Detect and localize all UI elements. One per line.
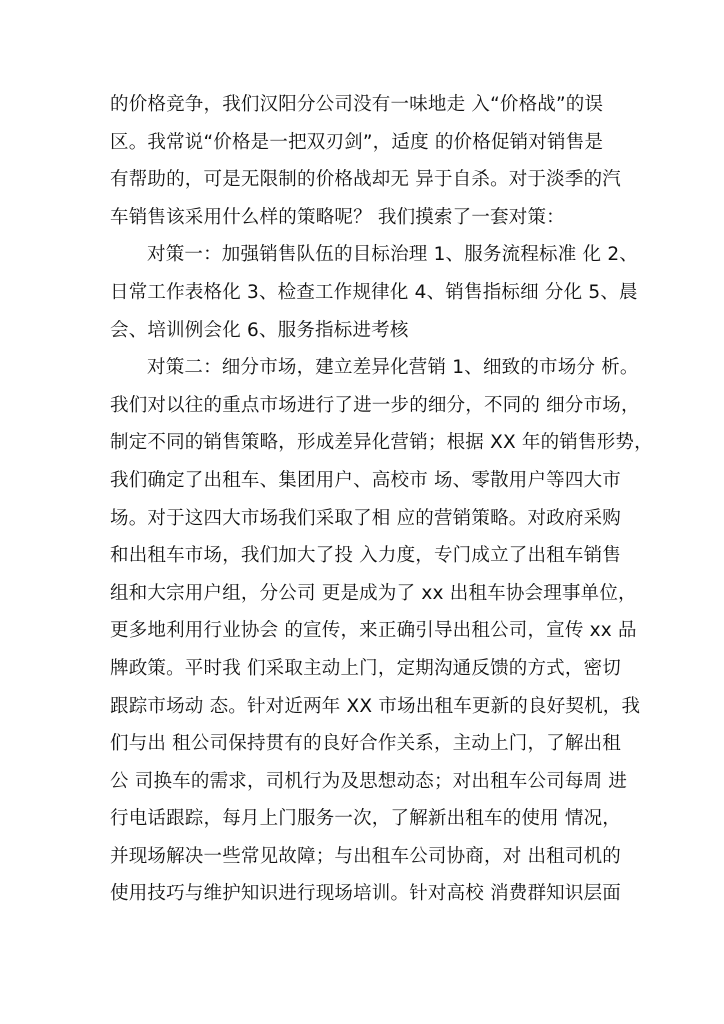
text-line: 使用技巧与维护知识进行现场培训。针对高校 消费群知识层面 [110, 883, 621, 905]
text-line: 更多地利用行业协会 的宣传，来正确引导出租公司，宣传 xx 品 [110, 620, 637, 642]
text-line: 跟踪市场动 态。针对近两年 XX 市场出租车更新的良好契机，我 [110, 695, 641, 717]
text-line: 制定不同的销售策略，形成差异化营销；根据 XX 年的销售形势， [110, 432, 653, 454]
text-line: 和出租车市场，我们加大了投 入力度，专门成立了出租车销售 [110, 545, 621, 567]
text-line: 组和大宗用户组，分公司 更是成为了 xx 出租车协会理事单位， [110, 582, 637, 604]
text-line: 行电话跟踪，每月上门服务一次，了解新出租车的使用 情况， [110, 808, 621, 830]
text-line: 并现场解决一些常见故障；与出租车公司协商，对 出租司机的 [110, 845, 621, 867]
text-line: 区。我常说“价格是一把双刃剑”，适度 的价格促销对销售是 [110, 131, 604, 153]
body-text [110, 86, 653, 913]
text-line: 会、培训例会化 6、服务指标进考核 [110, 319, 409, 341]
text-line: 有帮助的，可是无限制的价格战却无 异于自杀。对于淡季的汽 [110, 169, 621, 191]
text-line: 日常工作表格化 3、检查工作规律化 4、销售指标细 分化 5、晨 [110, 281, 638, 303]
text-line: 车销售该采用什么样的策略呢？ 我们摸索了一套对策： [110, 206, 565, 228]
text-line: 我们确定了出租车、集团用户、高校市 场、零散用户等四大市 [110, 469, 621, 491]
text-line: 牌政策。平时我 们采取主动上门，定期沟通反馈的方式，密切 [110, 657, 621, 679]
text-line: 的价格竞争，我们汉阳分公司没有一味地走 入“价格战”的误 [110, 94, 604, 115]
text-line: 公 司换车的需求，司机行为及思想动态；对出租车公司每周 进 [110, 770, 628, 792]
paragraph-first-line: 对策二：细分市场，建立差异化营销 1、细致的市场分 析。 [147, 357, 639, 379]
paragraph-first-line: 对策一：加强销售队伍的目标治理 1、服务流程标准 化 2、 [147, 244, 638, 266]
text-line: 我们对以往的重点市场进行了进一步的细分，不同的 细分市场， [110, 394, 640, 416]
text-line: 们与出 租公司保持贯有的良好合作关系，主动上门，了解出租 [110, 733, 621, 755]
text-line: 场。对于这四大市场我们采取了相 应的营销策略。对政府采购 [110, 507, 621, 529]
